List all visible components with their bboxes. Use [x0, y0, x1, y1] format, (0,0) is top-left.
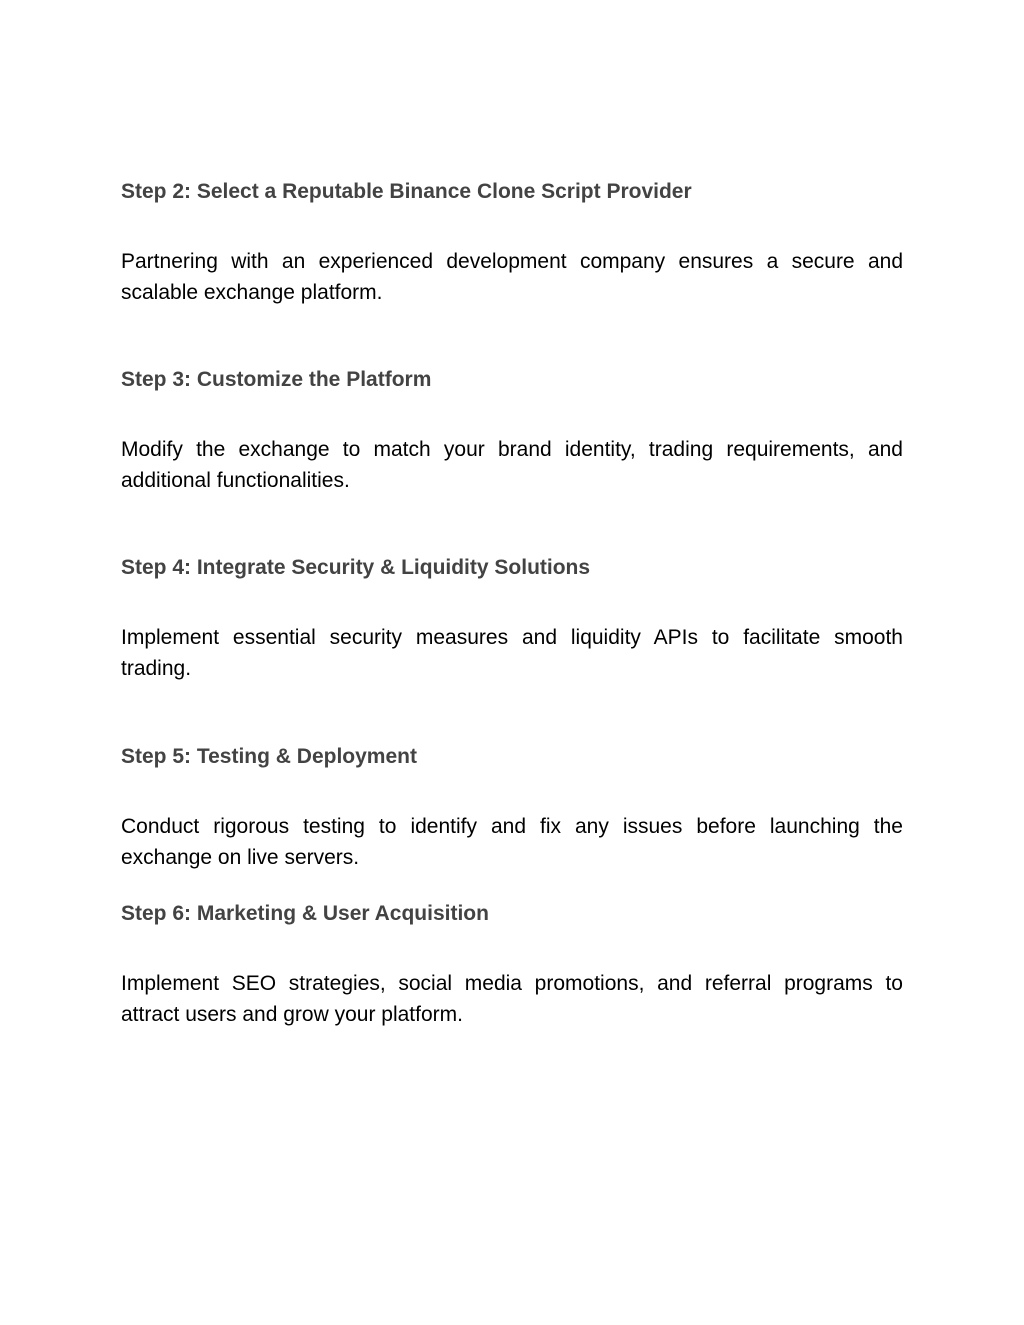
step-3-heading: Step 3: Customize the Platform — [121, 368, 432, 391]
step-5-heading: Step 5: Testing & Deployment — [121, 745, 417, 768]
step-3-paragraph: Modify the exchange to match your brand identity, trading requirements, and additional functionalities. — [121, 438, 903, 492]
step-6-paragraph: Implement SEO strategies, social media promotions, and referral programs to attract users and grow your platform. — [121, 972, 903, 1026]
step-5-paragraph: Conduct rigorous testing to identify and fix any issues before launching the exchange on live servers. — [121, 815, 903, 869]
step-6-heading: Step 6: Marketing & User Acquisition — [121, 902, 489, 925]
step-4-paragraph: Implement essential security measures and liquidity APIs to facilitate smooth trading. — [121, 626, 903, 680]
step-2-paragraph: Partnering with an experienced development company ensures a secure and scalable exchange platform. — [121, 250, 903, 304]
step-2-heading: Step 2: Select a Reputable Binance Clone Script Provider — [121, 180, 692, 203]
step-4-heading: Step 4: Integrate Security & Liquidity Solutions — [121, 556, 591, 579]
